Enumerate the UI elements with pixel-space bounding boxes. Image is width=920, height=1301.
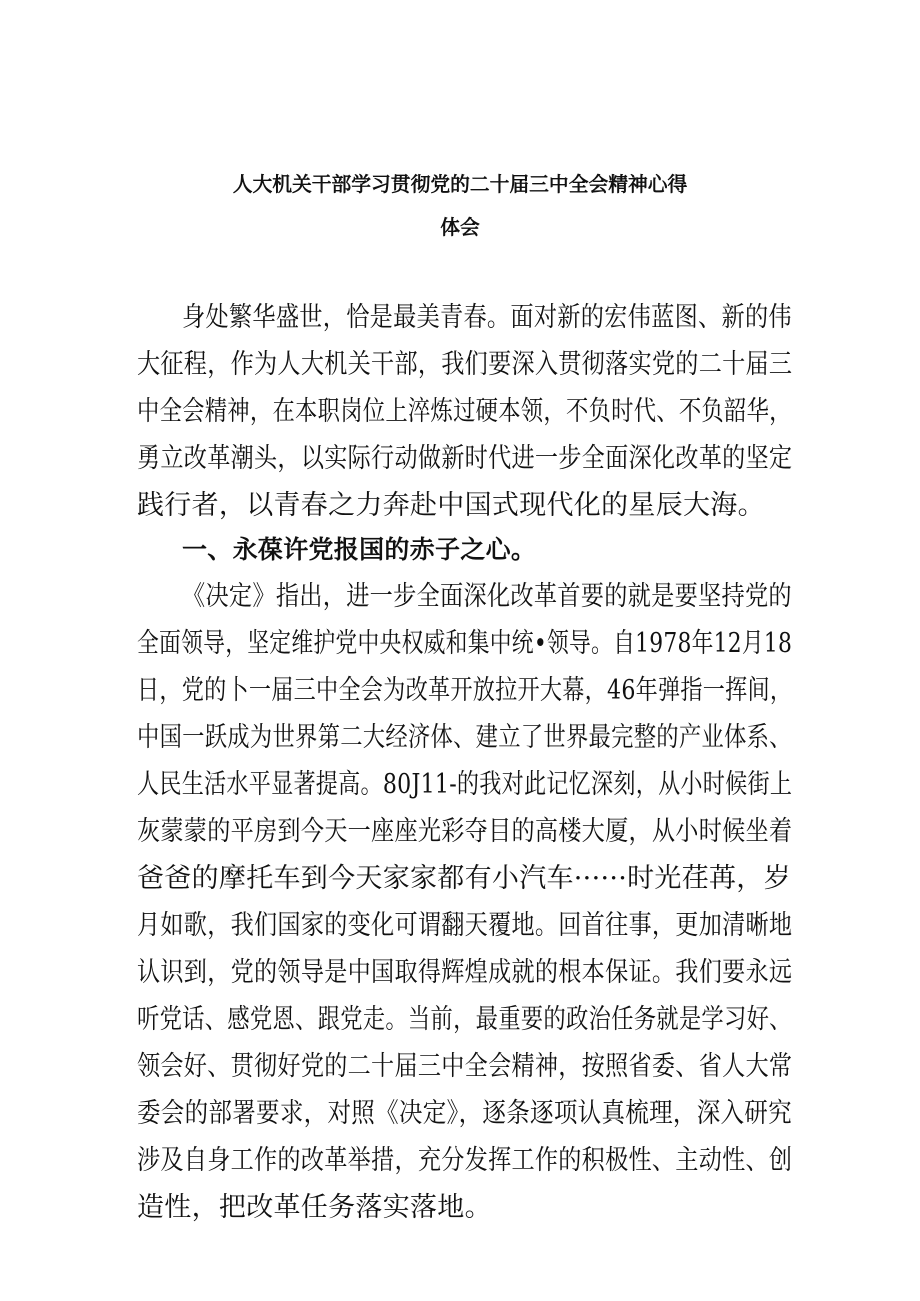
section-heading: 一、永葆许党报国的赤子之心。 [182,535,537,564]
paragraph-1-line: 践行者，以青春之力奔赴中国式现代化的星辰大海。 [137,490,765,521]
paragraph-2-line: 《决定》指出，进一步全面深化改革首要的就是要坚持党的 [182,581,792,612]
paragraph-2-line: 爸爸的摩托车到今天家家都有小汽车······时光荏苒，岁 [137,863,791,894]
document-title-line-1: 人大机关干部学习贯彻党的二十届三中全会精神心得 [232,173,688,196]
paragraph-2-line: 委会的部署要求，对照《决定》，逐条逐项认真梳理，深入研究 [137,1098,792,1129]
paragraph-1-line: 勇立改革潮头，以实际行动做新时代进一步全面深化改革的坚定 [137,443,793,474]
paragraph-1-line: 中全会精神，在本职岗位上淬炼过硬本领，不负时代、不负韶华， [137,396,792,427]
paragraph-1-line: 大征程，作为人大机关干部，我们要深入贯彻落实党的二十届三 [137,349,793,380]
paragraph-1-line: 身处繁华盛世，恰是最美青春。面对新的宏伟蓝图、新的伟 [182,302,792,333]
paragraph-2-line: 日，党的卜一届三中全会为改革开放拉开大幕，46年弹指一挥间， [137,675,793,706]
paragraph-2-line: 灰蒙蒙的平房到今天一座座光彩夺目的高楼大厦，从小时候坐着 [137,816,793,847]
paragraph-2-line: 认识到，党的领导是中国取得辉煌成就的根本保证。我们要永远 [137,957,793,988]
paragraph-2-line: 人民生活水平显著提高。80J11-的我对此记忆深刻，从小时候街上 [137,769,793,800]
document-title-line-2: 体会 [440,216,480,239]
paragraph-2-line: 中国一跃成为世界第二大经济体、建立了世界最完整的产业体系、 [137,722,792,753]
paragraph-2-line: 涉及自身工作的改革举措，充分发挥工作的积极性、主动性、创 [137,1145,793,1176]
paragraph-2-line: 领会好、贯彻好党的二十届三中全会精神，按照省委、省人大常 [137,1051,793,1082]
paragraph-2-line: 月如歌，我们国家的变化可谓翻天覆地。回首往事，更加清晰地 [137,910,793,941]
paragraph-2-line: 听党话、感党恩、跟党走。当前，最重要的政治任务就是学习好、 [137,1004,792,1035]
paragraph-2-line: 全面领导，坚定维护党中央权威和集中统•领导。自1978年12月18 [137,628,793,659]
paragraph-2-line: 造性，把改革任务落实落地。 [137,1192,492,1223]
